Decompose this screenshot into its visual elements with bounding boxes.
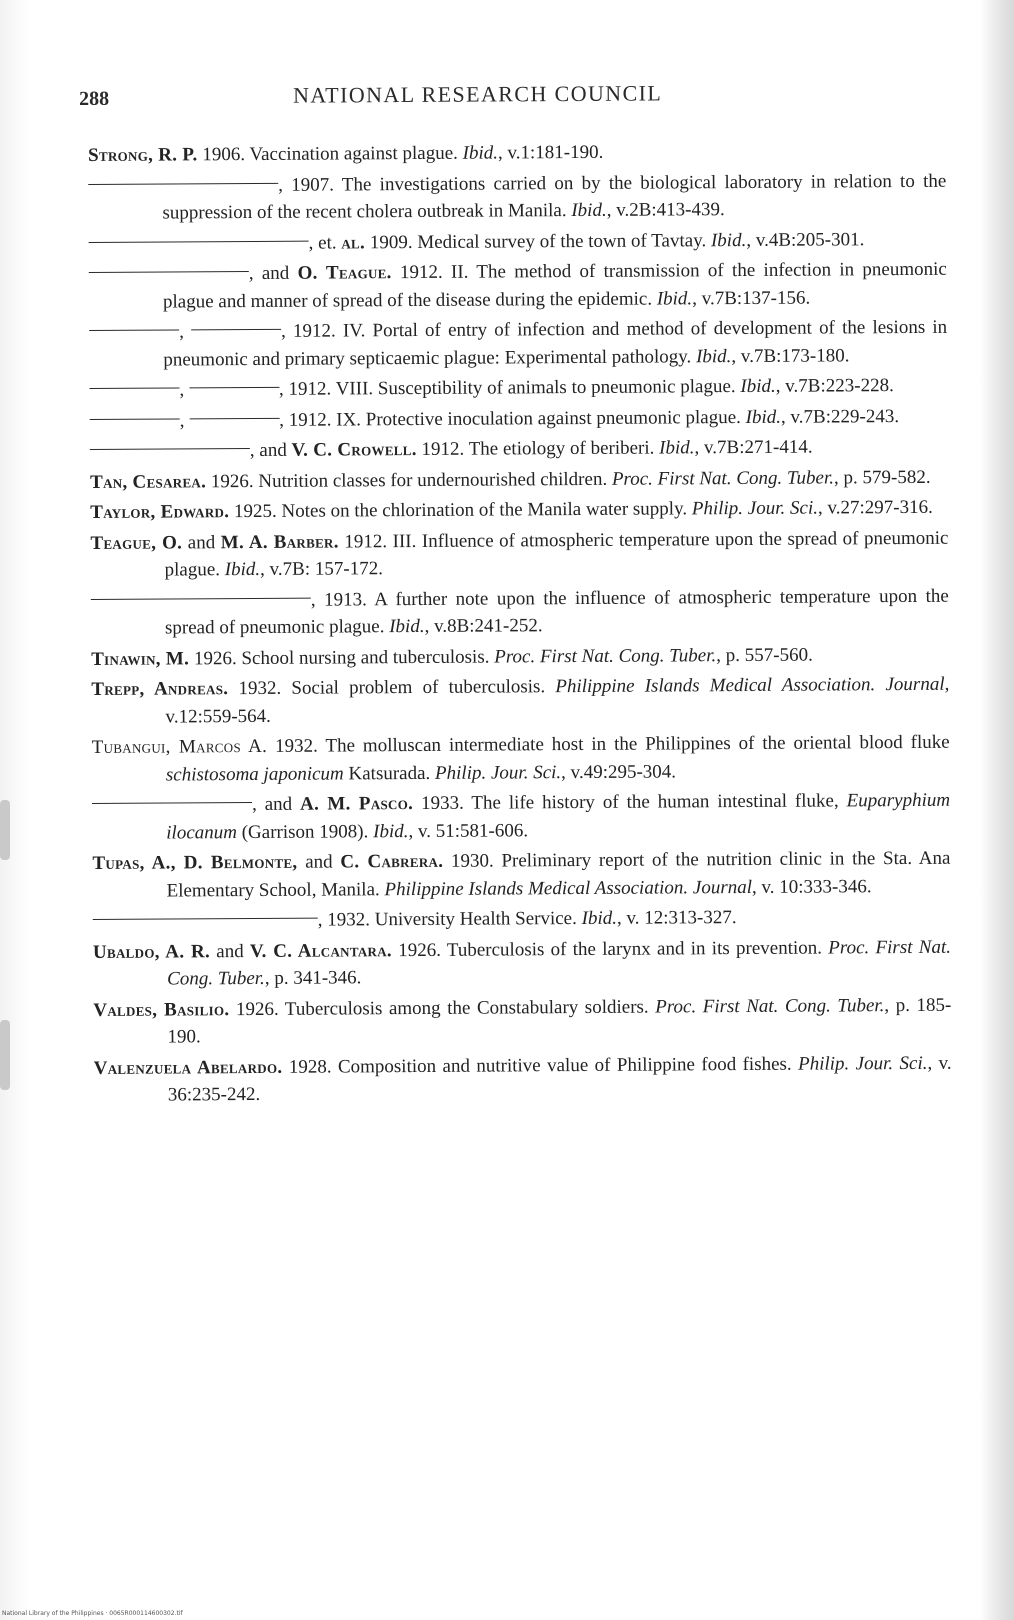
- entry-journal: Philippine Islands Medical Association. Journal: [555, 673, 945, 698]
- entry-reference: , v. 12:313-327.: [616, 907, 737, 929]
- entry-journal: Philip. Jour. Sci.: [434, 761, 562, 784]
- entry-coauthor: M. A. Barber.: [220, 530, 339, 553]
- entry-journal: Ibid.: [710, 229, 747, 251]
- entry-text: 1932. Social problem of tuberculosis.: [228, 676, 556, 700]
- entry-author: Valenzuela Abelardo.: [93, 1056, 283, 1079]
- entry-reference: , p. 341-346.: [264, 967, 362, 989]
- entry-coauthor: A. M. Pasco.: [300, 793, 414, 815]
- entry-text: , 1907. The investigations carried on by the biological laboratory in relation to the suppression of the recent cholera outbreak in Manila.: [162, 170, 947, 224]
- entry-text: 1926. School nursing and tuberculosis.: [189, 646, 495, 669]
- bibliography-entry: [91, 640, 949, 673]
- bibliography-entry: [93, 991, 951, 1051]
- entry-text: 1926. Nutrition classes for undernourished children.: [206, 468, 612, 492]
- entry-text: and: [297, 851, 341, 873]
- ditto-rule: [90, 448, 250, 450]
- bibliography-entry: [93, 933, 951, 993]
- bibliography-entry: , , 1912. VIII. Susceptibility of animals to pneumonic plague. Ibid., v.7B:223-228.: [89, 372, 947, 405]
- bibliography-entry: [90, 463, 948, 496]
- entry-text: , 1912. VIII. Susceptibility of animals to pneumonic plague.: [278, 376, 741, 400]
- entry-journal: Ibid.: [656, 287, 693, 310]
- entry-author: Strong, R. P.: [88, 144, 198, 166]
- entry-coauthor: V. C. Crowell.: [291, 438, 417, 461]
- entry-text: 1932. The molluscan intermediate host in the Philippines of the oriental blood fluke: [267, 731, 950, 757]
- entry-reference: , p. 579-582.: [833, 466, 931, 488]
- entry-text: 1925. Notes on the chlorination of the Manila water supply.: [229, 498, 692, 523]
- entry-reference: , v.1:181-190.: [497, 141, 604, 164]
- entry-text: 1906. Vaccination against plague.: [197, 142, 463, 166]
- entry-text: , 1912. IX. Protective inoculation against pneumonic plague.: [279, 406, 746, 431]
- bibliography-entry: [91, 671, 949, 731]
- entry-reference: , v.7B:137-156.: [692, 287, 811, 309]
- bibliography-entry: [92, 845, 950, 905]
- entry-reference: , v.7B: 157-172.: [260, 558, 383, 580]
- bibliography-entry: [92, 787, 950, 847]
- entry-text: 1926. Tuberculosis among the Constabulary soldiers.: [229, 996, 656, 1020]
- ditto-rule: [89, 241, 309, 243]
- entry-author: Trepp, Andreas.: [91, 678, 229, 700]
- bibliography-entry: [92, 729, 950, 789]
- ditto-rule: [89, 330, 179, 332]
- entry-reference: , v.7B:173-180.: [731, 344, 850, 367]
- entry-author: Tubangui, Marcos A.: [91, 735, 268, 758]
- entry-coauthor: O. Teague.: [297, 262, 392, 284]
- scan-footer: National Library of the Philippines · 0065R000114600302.tif: [2, 1610, 183, 1617]
- ditto-rule: [90, 418, 180, 420]
- bibliography-entry: [90, 524, 948, 584]
- entry-journal: Ibid.: [695, 345, 732, 367]
- entry-reference: , v. 51:581-606.: [408, 819, 529, 842]
- entry-journal: Philippine Islands Medical Association. Journal: [384, 876, 753, 900]
- entry-reference: , v.12:559-564.: [165, 673, 950, 728]
- ditto-rule: [89, 271, 249, 273]
- scan-mark: [0, 800, 10, 860]
- entry-text: and: [182, 531, 221, 553]
- entry-journal: Proc. First Nat. Cong. Tuber.: [611, 466, 835, 490]
- scan-mark: [0, 1020, 10, 1090]
- entry-text: 1909. Medical survey of the town of Tavtay.: [364, 229, 711, 253]
- entry-text: and: [209, 940, 251, 962]
- ditto-rule: [189, 418, 279, 420]
- entry-reference: , v.8B:241-252.: [424, 615, 543, 637]
- bibliography-entry: [90, 433, 948, 466]
- entry-journal: schistosoma japonicum: [165, 762, 344, 786]
- entry-journal: Ibid.: [462, 142, 499, 164]
- entry-reference: , v.7B:271-414.: [694, 436, 813, 459]
- entry-author: Teague, O.: [90, 531, 183, 554]
- entry-journal: Proc. First Nat. Cong. Tuber.: [167, 936, 951, 990]
- ditto-rule: [88, 183, 278, 185]
- entry-journal: Philip. Jour. Sci.: [797, 1052, 928, 1075]
- entry-text: , 1932. University Health Service.: [317, 907, 582, 931]
- ditto-rule: [191, 329, 281, 331]
- entry-text: 1912. The etiology of beriberi.: [416, 437, 660, 460]
- entry-reference: , v. 36:235-242.: [167, 1052, 952, 1106]
- entry-journal: Ibid.: [373, 820, 409, 842]
- bibliography-entry: [90, 494, 948, 527]
- entry-text: 1930. Preliminary report of the nutrition clinic in the Sta. Ana Elementary School, Manila.: [166, 847, 951, 902]
- ditto-rule: [92, 802, 252, 804]
- entry-reference: Katsurada.: [343, 762, 436, 784]
- entry-coauthor: V. C. Alcantara.: [249, 939, 393, 962]
- entry-author: Tan, Cesarea.: [90, 470, 207, 493]
- entry-reference: , v.49:295-304.: [561, 760, 677, 783]
- entry-text: 1933. The life history of the human intestinal fluke,: [413, 790, 847, 815]
- entry-text: 1926. Tuberculosis of the larynx and in its prevention.: [391, 936, 829, 961]
- bibliography-entry: , , 1912. IX. Protective inoculation against pneumonic plague. Ibid., v.7B:229-243.: [90, 402, 948, 435]
- entry-author: Ubaldo, A. R.: [92, 940, 211, 963]
- entry-text: , and: [251, 793, 301, 816]
- entry-text: , and: [248, 262, 298, 285]
- ditto-rule: [189, 387, 279, 389]
- ditto-rule: [90, 388, 180, 390]
- entry-reference: , v.7B:223-228.: [775, 375, 894, 397]
- ditto-rule: [91, 598, 311, 600]
- page-number: 288: [79, 87, 110, 110]
- bibliography-entry: [91, 582, 949, 642]
- entry-journal: Ibid.: [740, 375, 776, 398]
- entry-journal: Ibid.: [224, 558, 261, 581]
- entry-coauthor: C. Cabrera.: [340, 850, 444, 873]
- bibliography-entry: [88, 137, 946, 170]
- entry-reference: , v.4B:205-301.: [746, 228, 865, 251]
- ditto-rule: [93, 918, 318, 920]
- entry-author: Valdes, Basilio.: [93, 998, 230, 1021]
- page-header: [75, 75, 955, 120]
- entry-text: 1912. III. Influence of atmospheric temperature upon the spread of pneumonic plague.: [164, 527, 949, 581]
- entry-text: 1912. II. The method of transmission of the infection in pneumonic plague and manner of spread of the disease during the epidemic.: [162, 258, 947, 313]
- entry-journal: Ibid.: [659, 437, 695, 459]
- entry-reference: , v.7B:229-243.: [780, 405, 900, 428]
- running-head: NATIONAL RESEARCH COUNCIL: [293, 80, 663, 108]
- bibliography-entry: , , 1912. IV. Portal of entry of infection and method of development of the lesions in pneumonic and primary septicaemic plague: Experimental pathology. Ibid., v.7B:173-180.: [89, 314, 947, 374]
- bibliography-entry: [88, 167, 946, 227]
- bibliography-entry: [93, 903, 951, 936]
- entry-journal: Ibid.: [389, 615, 425, 638]
- bibliography-entry: [89, 256, 947, 316]
- entry-journal: Philip. Jour. Sci.: [691, 497, 819, 520]
- entry-reference: , p. 557-560.: [716, 644, 813, 666]
- bibliography-entry: [89, 225, 947, 258]
- entry-journal: Proc. First Nat. Cong. Tuber.: [655, 994, 885, 1018]
- entry-author: Tupas, A., D. Belmonte,: [92, 851, 298, 874]
- entry-reference: , v.27:297-316.: [817, 496, 933, 519]
- entry-text: , 1913. A further note upon the influence of atmospheric temperature upon the spread of pneumonic plague.: [164, 585, 949, 639]
- bibliography-entry: [94, 1049, 952, 1109]
- page-edge-shadow: [980, 0, 1014, 1620]
- entry-text: , 1912. IV. Portal of entry of infection and method of development of the lesions in pneumonic and primary septicaemic plague: Experimental pathology.: [163, 316, 948, 371]
- entry-author: al.: [341, 231, 366, 253]
- entry-author: Taylor, Edward.: [90, 501, 230, 523]
- entry-journal: Euparyphium ilocanum: [166, 789, 951, 844]
- entry-text: , and: [249, 439, 292, 462]
- entry-reference: (Garrison 1908).: [236, 820, 374, 843]
- entry-journal: Ibid.: [745, 406, 782, 428]
- entry-text: 1928. Composition and nutritive value of Philippine food fishes.: [282, 1053, 799, 1078]
- entry-journal: Proc. First Nat. Cong. Tuber.: [494, 644, 717, 668]
- entry-text: , et.: [308, 231, 342, 254]
- entry-author: Tinawin, M.: [91, 647, 190, 670]
- bibliography-list: [88, 137, 952, 1113]
- entry-journal: Ibid.: [581, 907, 618, 929]
- entry-reference: , p. 185-190.: [167, 994, 952, 1048]
- entry-reference: , v. 10:333-346.: [751, 875, 872, 898]
- entry-journal: Ibid.: [571, 199, 607, 222]
- entry-reference: , v.2B:413-439.: [606, 199, 725, 221]
